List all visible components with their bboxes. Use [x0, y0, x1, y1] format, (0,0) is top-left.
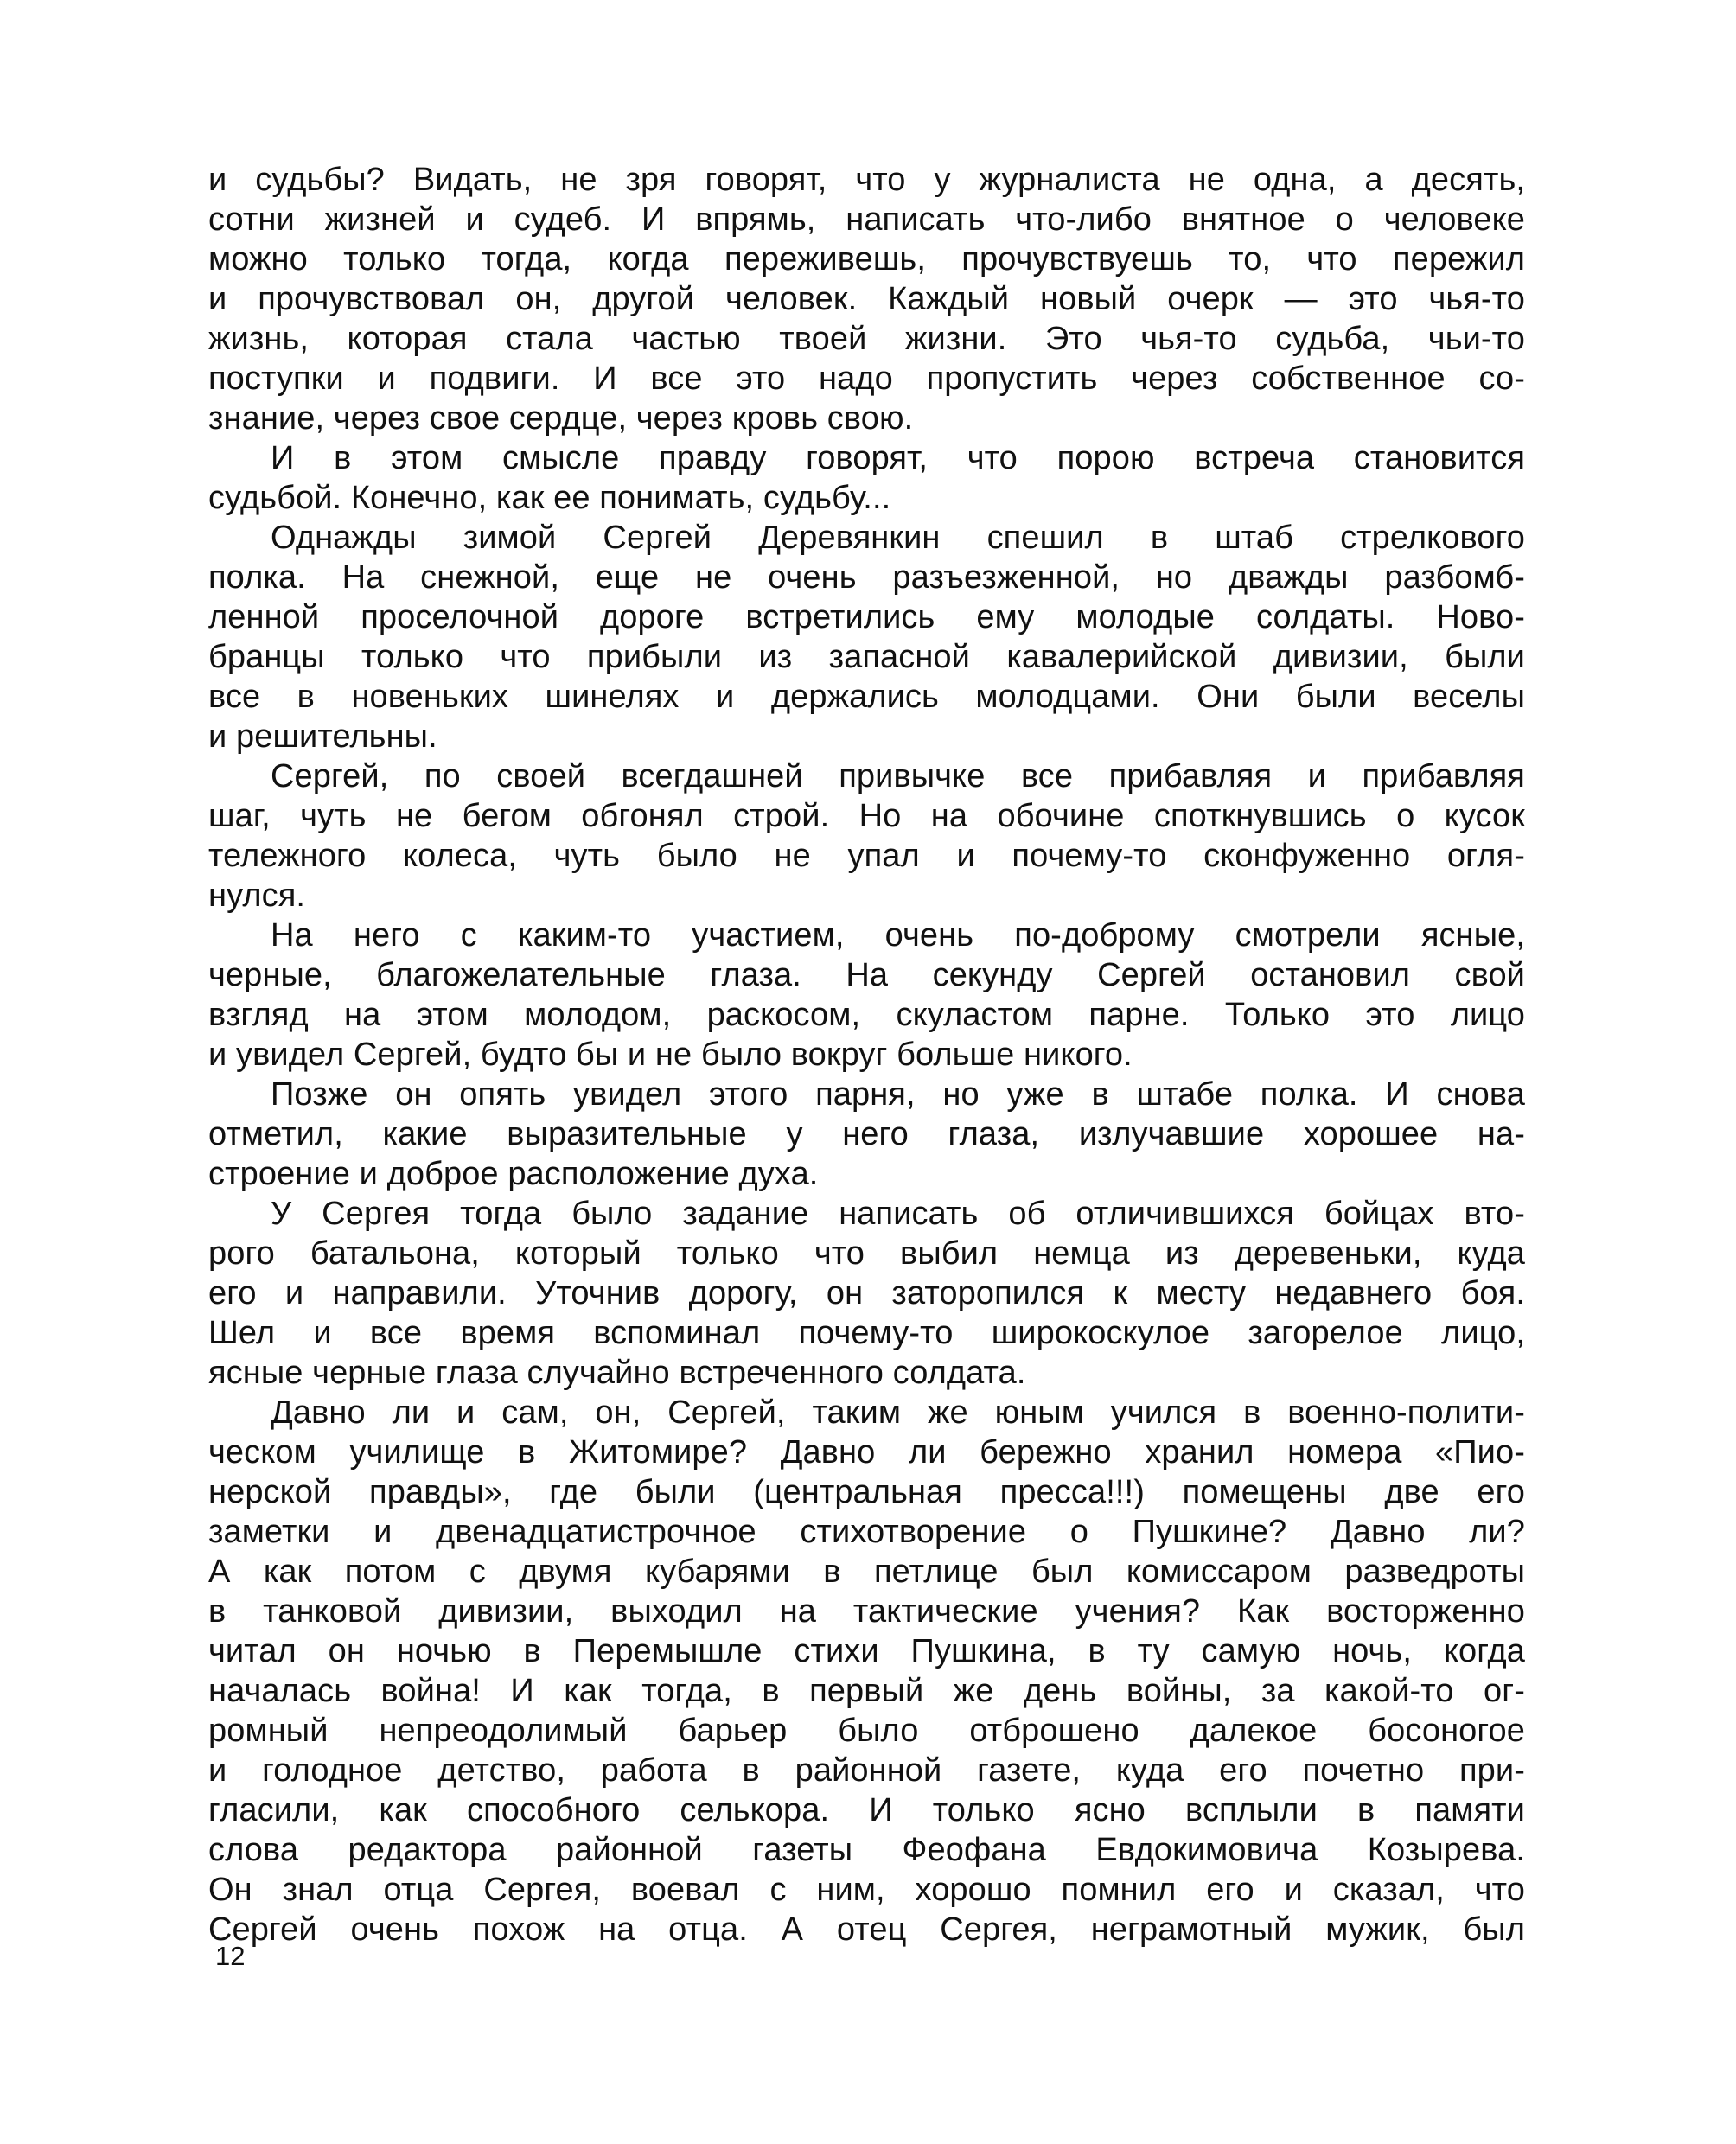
text-line: читал он ночью в Перемышле стихи Пушкина, в ту самую ночь, когда	[208, 1633, 1525, 1669]
text-line: Он знал отца Сергея, воевал с ним, хорошо помнил его и сказал, что	[208, 1872, 1525, 1908]
text-line: гласили, как способного селькора. И только ясно всплыли в памяти	[208, 1792, 1525, 1828]
text-line: Сергей, по своей всегдашней привычке все прибавляя и прибавляя	[271, 758, 1525, 794]
text-line: слова редактора районной газеты Феофана Евдокимовича Козырева.	[208, 1832, 1525, 1868]
text-line: поступки и подвиги. И все это надо пропустить через собственное со-	[208, 361, 1525, 397]
text-line: черные, благожелательные глаза. На секунду Сергей остановил свой	[208, 957, 1525, 993]
text-line: ческом училище в Житомире? Давно ли бережно хранил номера «Пио-	[208, 1434, 1525, 1471]
text-line: и прочувствовал он, другой человек. Каждый новый очерк — это чья-то	[208, 281, 1525, 317]
text-line: А как потом с двумя кубарями в петлице был комиссаром разведроты	[208, 1554, 1525, 1590]
text-line: полка. На снежной, еще не очень разъезженной, но дважды разбомб-	[208, 559, 1525, 596]
text-line: шаг, чуть не бегом обгонял строй. Но на обочине споткнувшись о кусок	[208, 798, 1525, 834]
text-line: и судьбы? Видать, не зря говорят, что у журналиста не одна, а десять,	[208, 162, 1525, 198]
text-line: И в этом смысле правду говорят, что порою встреча становится	[271, 440, 1525, 476]
text-line: его и направили. Уточнив дорогу, он заторопился к месту недавнего боя.	[208, 1275, 1525, 1311]
text-line: нерской правды», где были (центральная пресса!!!) помещены две его	[208, 1474, 1525, 1510]
text-line: ясные черные глаза случайно встреченного солдата.	[208, 1355, 1026, 1391]
text-line: строение и доброе расположение духа.	[208, 1156, 819, 1192]
text-line: Однажды зимой Сергей Деревянкин спешил в штаб стрелкового	[271, 520, 1525, 556]
text-line: заметки и двенадцатистрочное стихотворение о Пушкине? Давно ли?	[208, 1514, 1525, 1550]
text-line: знание, через свое сердце, через кровь свою.	[208, 400, 914, 437]
text-line: На него с каким-то участием, очень по-доброму смотрели ясные,	[271, 917, 1525, 954]
text-line: ромный непреодолимый барьер было отброшено далекое босоногое	[208, 1713, 1525, 1749]
text-line: сотни жизней и судеб. И впрямь, написать что-либо внятное о человеке	[208, 201, 1525, 238]
text-line: и увидел Сергей, будто бы и не было вокруг больше никого.	[208, 1037, 1133, 1073]
text-line: отметил, какие выразительные у него глаза, излучавшие хорошее на-	[208, 1116, 1525, 1152]
text-line: взгляд на этом молодом, раскосом, скуластом парне. Только это лицо	[208, 997, 1525, 1033]
text-line: все в новеньких шинелях и держались молодцами. Они были веселы	[208, 679, 1525, 715]
body-text	[208, 160, 1525, 1949]
text-line: и решительны.	[208, 718, 437, 755]
text-line: Сергей очень похож на отца. А отец Сергея, неграмотный мужик, был	[208, 1911, 1525, 1948]
text-line: началась война! И как тогда, в первый же день войны, за какой-то ог-	[208, 1673, 1525, 1709]
text-line: рого батальона, который только что выбил немца из деревеньки, куда	[208, 1235, 1525, 1272]
text-line: жизнь, которая стала частью твоей жизни. Это чья-то судьба, чьи-то	[208, 321, 1525, 357]
text-line: судьбой. Конечно, как ее понимать, судьбу...	[208, 480, 891, 516]
text-line: бранцы только что прибыли из запасной кавалерийской дивизии, были	[208, 639, 1525, 675]
text-line: Давно ли и сам, он, Сергей, таким же юным учился в военно-полити-	[271, 1394, 1525, 1431]
text-line: У Сергея тогда было задание написать об отличившихся бойцах вто-	[271, 1196, 1525, 1232]
text-line: ленной проселочной дороге встретились ему молодые солдаты. Ново-	[208, 599, 1525, 635]
text-line: и голодное детство, работа в районной газете, куда его почетно при-	[208, 1752, 1525, 1789]
text-line: нулся.	[208, 877, 306, 914]
text-line: тележного колеса, чуть было не упал и почему-то сконфуженно огля-	[208, 838, 1525, 874]
page-number: 12	[215, 1941, 246, 1971]
text-line: Позже он опять увидел этого парня, но уже в штабе полка. И снова	[271, 1076, 1525, 1113]
text-line: Шел и все время вспоминал почему-то широкоскулое загорелое лицо,	[208, 1315, 1525, 1351]
text-line: можно только тогда, когда переживешь, прочувствуешь то, что пережил	[208, 241, 1525, 278]
text-line: в танковой дивизии, выходил на тактические учения? Как восторженно	[208, 1593, 1525, 1630]
